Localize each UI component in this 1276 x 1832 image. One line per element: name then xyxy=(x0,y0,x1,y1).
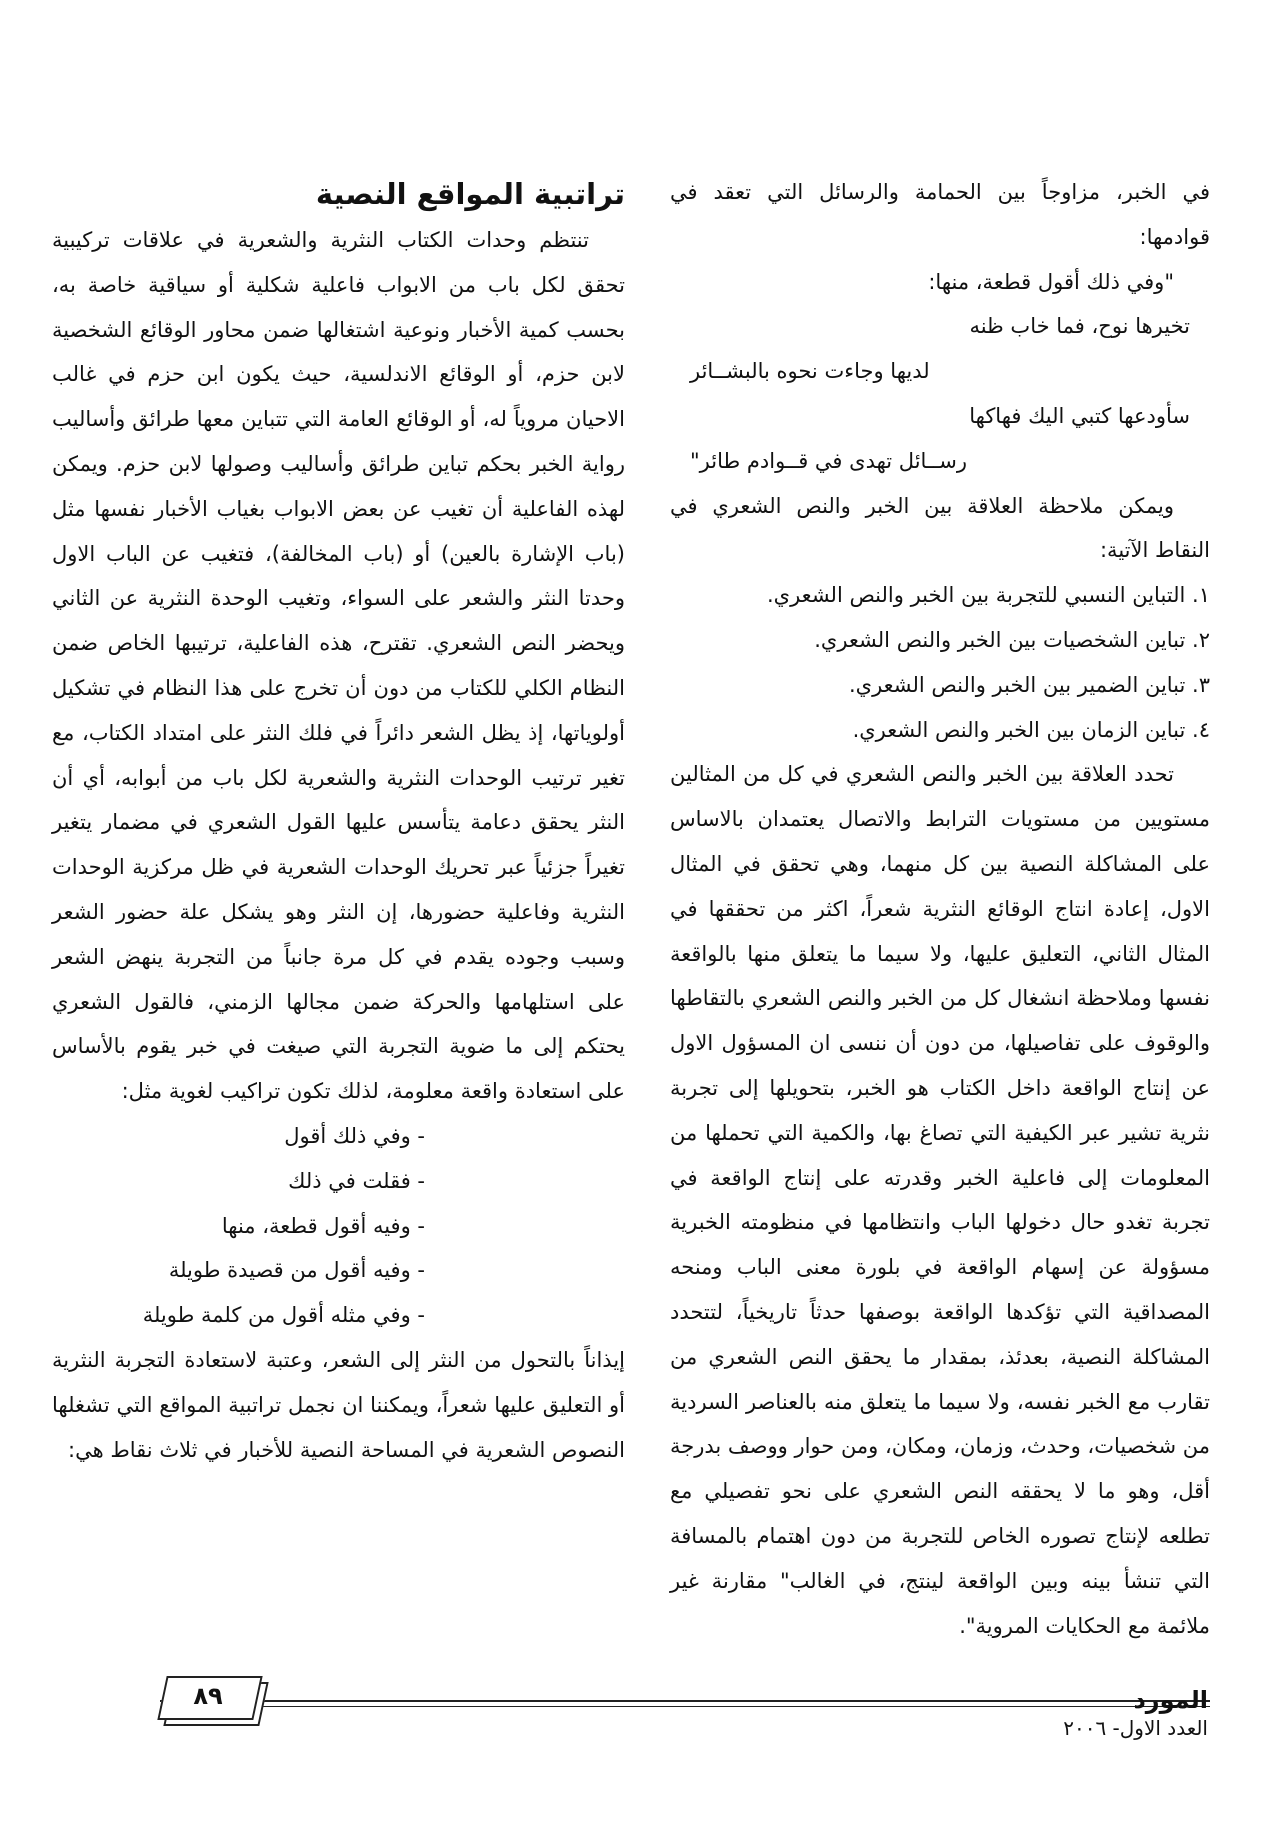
list-item: - فقلت في ذلك xyxy=(288,1168,425,1193)
list-item: ٣. تباين الضمير بين الخبر والنص الشعري. xyxy=(848,672,1210,697)
footer-divider xyxy=(160,1706,1210,1707)
list-item: - وفي مثله أقول من كلمة طويلة xyxy=(142,1303,425,1328)
paragraph: تنتظم وحدات الكتاب النثرية والشعرية في علاقات تركيبية تحقق لكل باب من الابواب فاعلية شكلية أو سياقية خاصة به، بحسب كمية الأخبار ونوعية اشتغالها ضمن محاور الوقائع الشخصية لابن حزم، أو الوقائع الاندلسية، حيث يكون ابن حزم في غالب الاحيان مروياً له، أو الوقائع العامة التي تتباين معها طرائق وأساليب رواية الخبر بحكم تباين طرائق وأساليب وصولها لابن حزم. ويمكن لهذه الفاعلية أن تغيب عن بعض الابواب بغياب الأخبار نفسها مثل (باب الإشارة بالعين) أو (باب المخالفة)، فتغيب عن الباب الاول وحدتا النثر والشعر على السواء، وتغيب الوحدة النثرية عن الثاني ويحضر النص الشعري. تقترح، هذه الفاعلية، ترتيبها الخاص ضمن النظام الكلي للكتاب من دون أن تخرج على هذا النظام في تشكيل أولوياتها، إذ يظل الشعر دائراً في فلك النثر على امتداد الكتاب، مع تغير ترتيب الوحدات النثرية والشعرية لكل باب من أبوابه، أي أن النثر يحقق دعامة يتأسس عليها القول الشعري في مضمار يتغير تغيراً جزئياً عبر تحريك الوحدات الشعرية في ظل مركزية الوحدات النثرية وفاعلية حضورها، إن النثر وهو يشكل علة حضور الشعر وسبب وجوده يقدم في كل مرة جانباً من التجربة ينهض الشعر على استلهامها والحركة ضمن مجالها الزمني، فالقول الشعري يحتكم إلى ما ضوية التجربة التي صيغت في خبر يقوم بالأساس على استعادة واقعة معلومة، لذلك تكون تراكيب لغوية مثل: xyxy=(52,228,625,1104)
verse-line: سأودعها كتبي اليك فهاكها xyxy=(969,403,1190,428)
list-item: ١. التباين النسبي للتجربة بين الخبر والنص الشعري. xyxy=(766,583,1210,608)
paragraph: في الخبر، مزاوجاً بين الحمامة والرسائل التي تعقد في قوادمها: xyxy=(670,180,1210,249)
right-column xyxy=(670,170,1210,1648)
verse-line: لديها وجاءت نحوه بالبشــائر xyxy=(690,359,930,384)
paragraph: إيذاناً بالتحول من النثر إلى الشعر، وعتبة لاستعادة التجربة النثرية أو التعليق عليها شعراً، ويمكننا ان نجمل تراتبية المواقع التي تشغلها النصوص الشعرية في المساحة النصية للأخبار في ثلاث نقاط هي: xyxy=(52,1347,625,1462)
list-item: ٤. تباين الزمان بين الخبر والنص الشعري. xyxy=(852,717,1210,742)
list-item: - وفي ذلك أقول xyxy=(284,1123,425,1148)
left-column xyxy=(52,170,625,1472)
page-number-badge xyxy=(162,1672,270,1726)
paragraph: تحدد العلاقة بين الخبر والنص الشعري في كل من المثالين مستويين من مستويات الترابط والاتصال يعتمدان بالاساس على المشاكلة النصية بين كل منهما، وهي تحقق في المثال الاول، إعادة انتاج الوقائع النثرية شعراً، اكثر من تحققها في المثال الثاني، التعليق عليها، ولا سيما ما يتعلق منها بالواقعة نفسها وملاحظة انشغال كل من الخبر والنص الشعري بالتقاطها والوقوف على تفاصيلها، من دون أن ننسى ان المسؤول الاول عن إنتاج الواقعة داخل الكتاب هو الخبر، بتحويلها إلى تجربة نثرية تشير عبر الكيفية التي تصاغ بها، والكمية التي تحملها من المعلومات إلى فاعلية الخبر وقدرته على إنتاج الواقعة في تجربة تغدو حال دخولها الباب وانتظامها في منظومته الخبرية مسؤولة عن إسهام الواقعة في بلورة معنى الباب ومنحه المصداقية التي تؤكدها الواقعة بوصفها حدثاً تاريخياً، لتتحدد المشاكلة النصية، بعدئذ، بمقدار ما يحقق النص الشعري من تقارب مع الخبر نفسه، ولا سيما ما يتعلق منه بالعناصر السردية من شخصيات، وحدث، وزمان، ومكان، ومن حوار ووصف بدرجة أقل، وهو ما لا يحققه النص الشعري على نحو تفصيلي مع تطلعه لإنتاج تصوره الخاص للتجربة من دون اهتمام بالمسافة التي تنشأ بينه وبين الواقعة لينتج، في الغالب" مقارنة غير ملائمة مع الحكايات المروية". xyxy=(670,762,1210,1638)
verse-line: رســائل تهدى في قــوادم طائر" xyxy=(690,448,967,473)
paragraph: ويمكن ملاحظة العلاقة بين الخبر والنص الشعري في النقاط الآتية: xyxy=(670,493,1210,563)
list-item: - وفيه أقول من قصيدة طويلة xyxy=(168,1258,425,1283)
page-number: ٨٩ xyxy=(193,1682,223,1710)
section-heading: تراتبية المواقع النصية xyxy=(315,177,625,211)
issue-label: العدد الاول- ٢٠٠٦ xyxy=(1063,1716,1208,1740)
footer-divider xyxy=(160,1700,1210,1702)
list-item: ٢. تباين الشخصيات بين الخبر والنص الشعري. xyxy=(814,627,1210,652)
list-item: - وفيه أقول قطعة، منها xyxy=(221,1213,425,1238)
verse-line: تخيرها نوح، فما خاب ظنه xyxy=(969,314,1190,339)
journal-title: المورد xyxy=(1133,1686,1208,1714)
quote-intro: "وفي ذلك أقول قطعة، منها: xyxy=(928,269,1174,294)
